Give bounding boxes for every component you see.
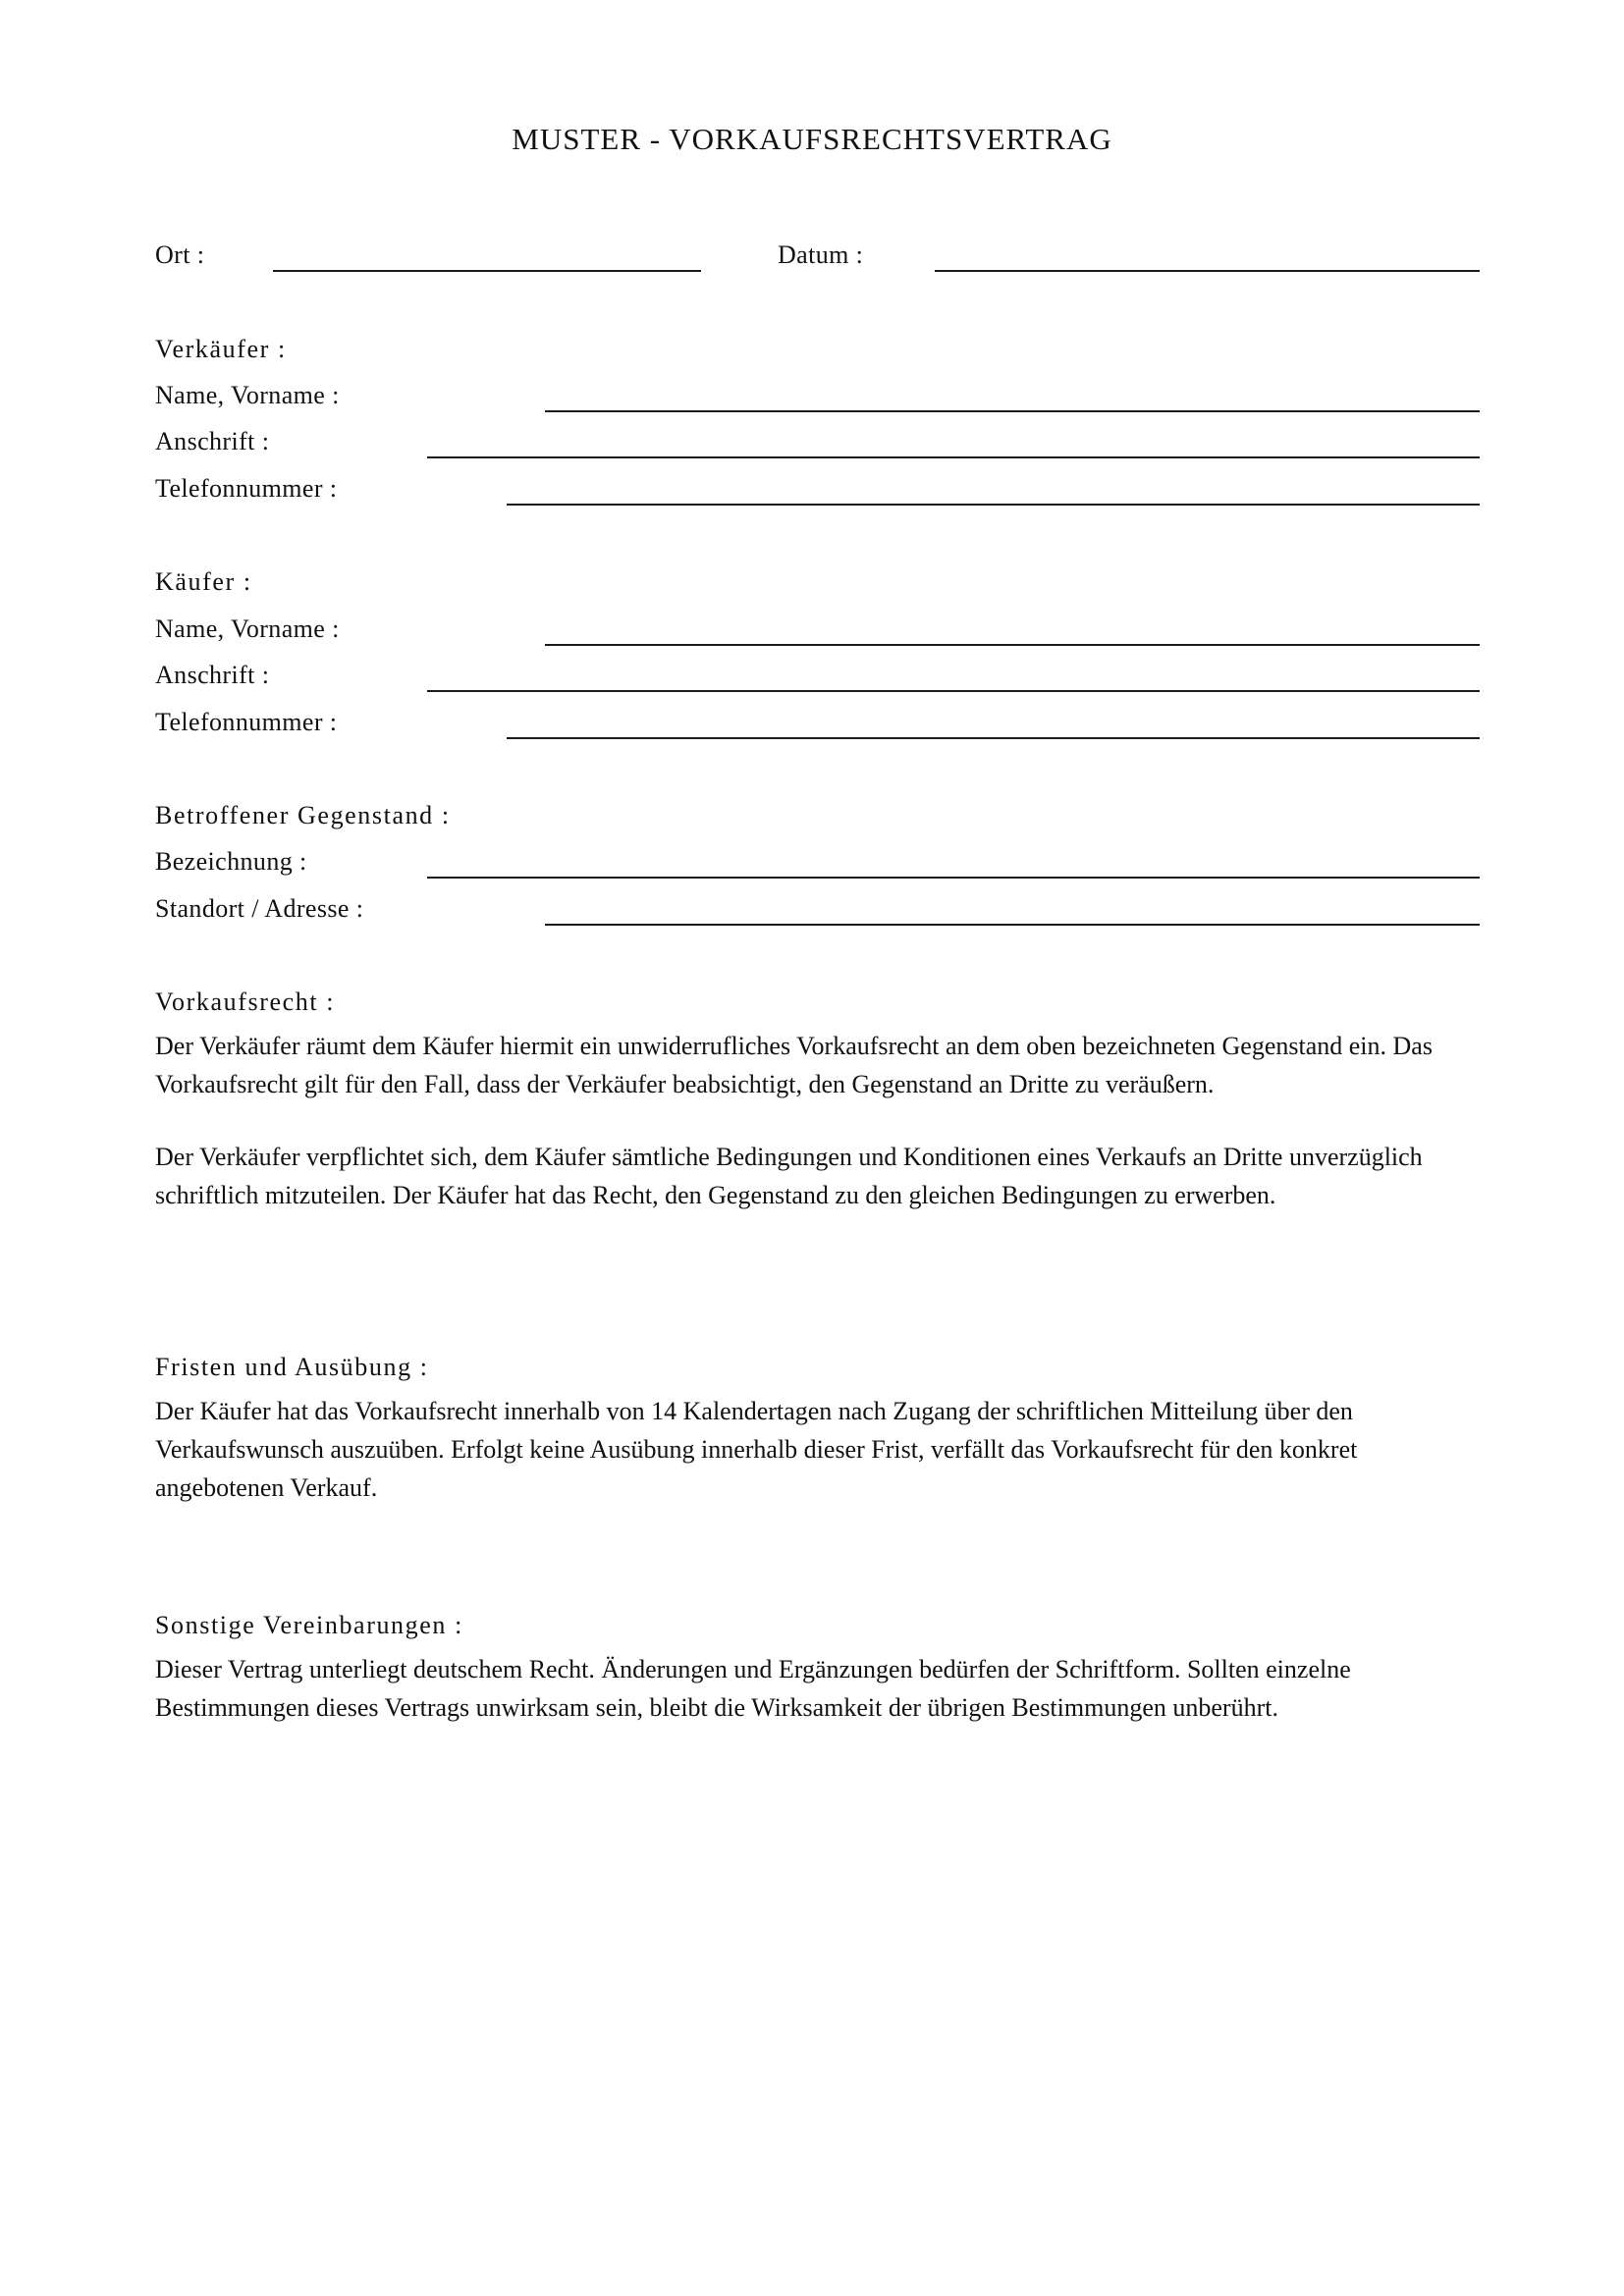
buyer-name-field-line[interactable] (545, 644, 1480, 646)
seller-address-field-line[interactable] (427, 456, 1480, 458)
ort-label: Ort : (155, 240, 205, 269)
other-heading: Sonstige Vereinbarungen : (155, 1611, 463, 1639)
seller-address-label: Anschrift : (155, 427, 270, 455)
preemption-heading: Vorkaufsrecht : (155, 988, 336, 1016)
seller-phone-field-line[interactable] (507, 504, 1480, 506)
seller-phone-label: Telefonnummer : (155, 474, 338, 503)
preemption-paragraph-1: Der Verkäufer räumt dem Käufer hiermit ein unwiderrufliches Vorkaufsrecht an dem oben bezeichneten Gegenstand ein. Das Vorkaufsrecht gilt für den Fall, dass der Verkäufer beabsichtigt, den Gegenstand an Dritte zu veräußern. (155, 1032, 1433, 1098)
preemption-paragraph-2: Der Verkäufer verpflichtet sich, dem Käufer sämtliche Bedingungen und Konditionen eines Verkaufs an Dritte unverzüglich schriftlich mitzuteilen. Der Käufer hat das Recht, den Gegenstand zu den gleichen Bedingungen zu erwerben. (155, 1143, 1423, 1209)
object-location-field-line[interactable] (545, 924, 1480, 926)
buyer-address-field-line[interactable] (427, 690, 1480, 692)
deadlines-heading: Fristen und Ausübung : (155, 1353, 429, 1381)
object-designation-field-line[interactable] (427, 877, 1480, 879)
datum-field-line[interactable] (935, 270, 1480, 272)
deadlines-paragraph: Der Käufer hat das Vorkaufsrecht innerhalb von 14 Kalendertagen nach Zugang der schriftlichen Mitteilung über den Verkaufswunsch auszuüben. Erfolgt keine Ausübung innerhalb dieser Frist, verfällt das Vorkaufsrecht für den konkret angebotenen Verkauf. (155, 1397, 1358, 1502)
buyer-name-label: Name, Vorname : (155, 614, 340, 643)
other-paragraph: Dieser Vertrag unterliegt deutschem Recht. Änderungen und Ergänzungen bedürfen der Schriftform. Sollten einzelne Bestimmungen dieses Vertrags unwirksam sein, bleibt die Wirksamkeit der übrigen Bestimmungen unberührt. (155, 1655, 1351, 1722)
seller-name-label: Name, Vorname : (155, 381, 340, 409)
datum-label: Datum : (778, 240, 864, 269)
buyer-phone-label: Telefonnummer : (155, 708, 338, 736)
buyer-phone-field-line[interactable] (507, 737, 1480, 739)
object-location-label: Standort / Adresse : (155, 894, 364, 923)
seller-name-field-line[interactable] (545, 410, 1480, 412)
object-designation-label: Bezeichnung : (155, 847, 307, 876)
document-title: MUSTER - VORKAUFSRECHTSVERTRAG (512, 122, 1112, 156)
buyer-heading: Käufer : (155, 567, 252, 596)
buyer-address-label: Anschrift : (155, 661, 270, 689)
object-heading: Betroffener Gegenstand : (155, 801, 451, 829)
ort-field-line[interactable] (273, 270, 701, 272)
seller-heading: Verkäufer : (155, 335, 287, 363)
